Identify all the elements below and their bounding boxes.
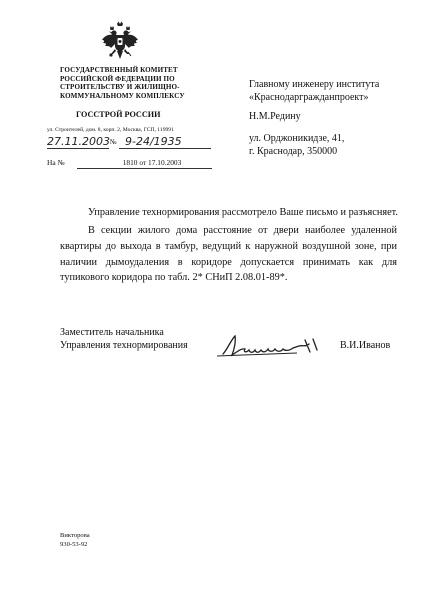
signatory-title-line: Заместитель начальника bbox=[60, 327, 164, 338]
recipient-line: «Краснодаргражданпроект» bbox=[249, 92, 369, 103]
outgoing-date: 27.11.2003 bbox=[47, 135, 110, 148]
recipient-line: Главному инженеру института bbox=[249, 79, 380, 90]
executor-info bbox=[60, 532, 90, 549]
org-line: СТРОИТЕЛЬСТВУ И ЖИЛИЩНО- bbox=[60, 83, 180, 92]
handwritten-signature bbox=[213, 330, 323, 360]
incoming-reference bbox=[47, 158, 217, 170]
body-paragraph-1: Управление технормирования рассмотрело Ваше письмо и разъясняет. bbox=[88, 207, 398, 218]
executor-name: Викторова bbox=[60, 532, 90, 539]
body-paragraph-2: В секции жилого дома расстояние от двери наиболее удаленной квартиры до выхода в тамбур, ведущий к наружной воздушной зоне, при наличии дымоудаления в коридоре допускается принимать как для тупикового коридора по табл. 2* СНиП 2.08.01-89*. bbox=[60, 225, 397, 284]
recipient-address-line: ул. Орджоникидзе, 41, bbox=[249, 133, 345, 144]
signatory-title bbox=[60, 326, 188, 352]
incoming-ref-value: 1810 от 17.10.2003 bbox=[122, 158, 182, 167]
signatory-name: В.И.Иванов bbox=[340, 340, 391, 351]
outgoing-reference bbox=[47, 136, 217, 150]
signatory-title-line: Управления технормирования bbox=[60, 340, 188, 351]
recipient-address-line: г. Краснодар, 350000 bbox=[249, 146, 338, 157]
org-line: КОММУНАЛЬНОМУ КОМПЛЕКСУ bbox=[60, 91, 185, 100]
recipient-name: Н.М.Редину bbox=[249, 111, 301, 122]
organization-short-name: ГОССТРОЙ РОССИИ bbox=[76, 110, 161, 119]
coat-of-arms-icon bbox=[101, 21, 139, 61]
org-line: РОССИЙСКОЙ ФЕДЕРАЦИИ ПО bbox=[60, 74, 175, 83]
issuing-organization bbox=[60, 66, 200, 100]
incoming-label: На № bbox=[47, 158, 65, 167]
date-underline bbox=[47, 148, 109, 149]
number-underline bbox=[119, 148, 211, 149]
recipient-title bbox=[249, 78, 379, 104]
number-label: № bbox=[110, 138, 117, 146]
org-line: ГОСУДАРСТВЕННЫЙ КОМИТЕТ bbox=[60, 66, 178, 74]
recipient-address bbox=[249, 132, 344, 158]
outgoing-number: 9-24/1935 bbox=[125, 135, 182, 148]
incoming-underline bbox=[77, 168, 212, 169]
executor-phone: 930-53-92 bbox=[60, 540, 88, 548]
organization-address: ул. Строителей, дом. 8, корп. 2, Москва, ГСП, 119991 bbox=[47, 127, 174, 133]
